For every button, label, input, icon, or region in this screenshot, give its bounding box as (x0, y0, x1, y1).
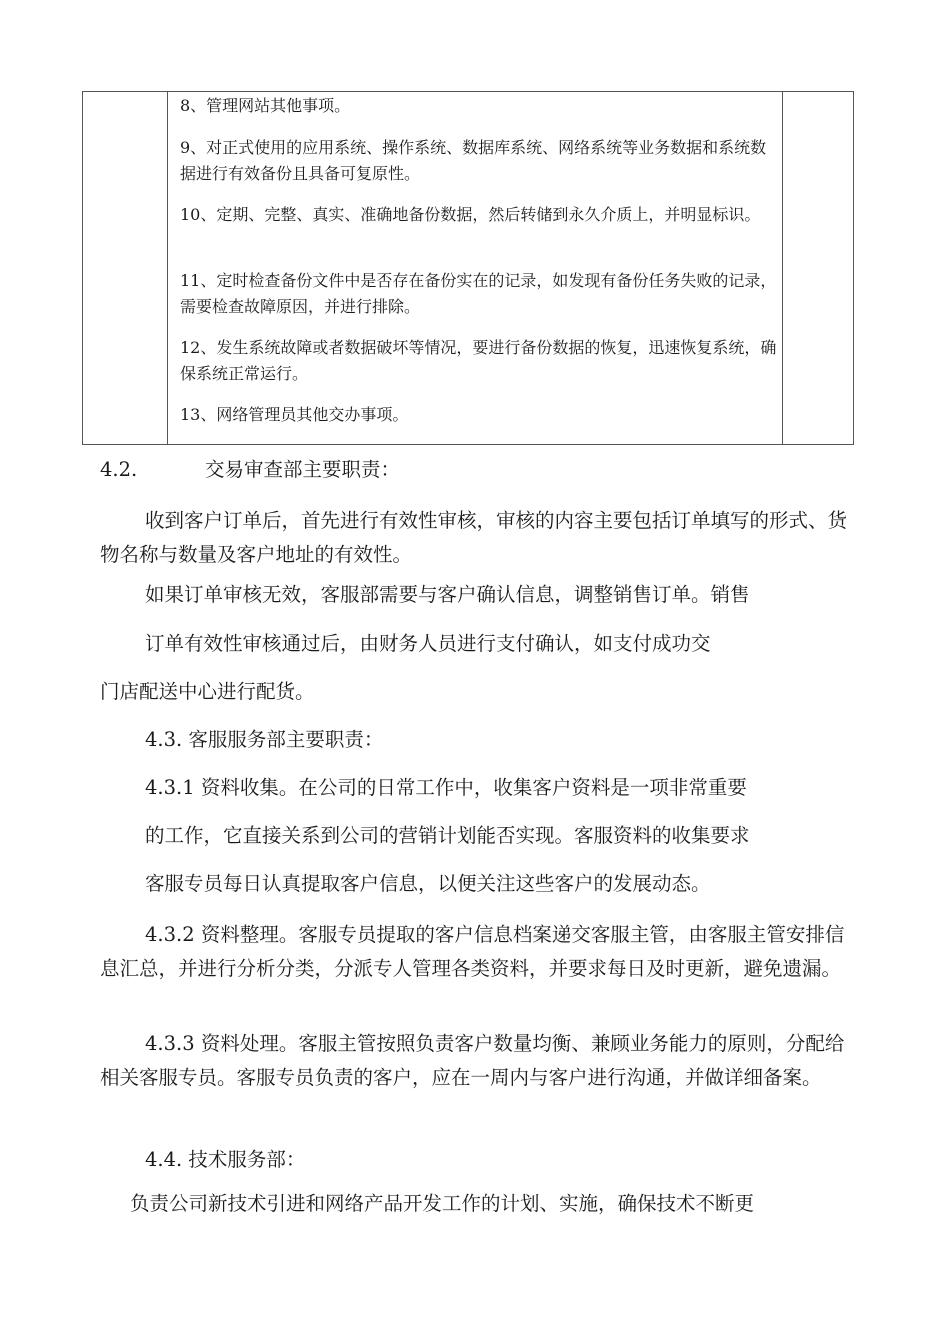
duty-item-12: 12、发生系统故障或者数据破坏等情况，要进行备份数据的恢复，迅速恢复系统，确保系统正常运行。 (180, 338, 777, 383)
paragraph-4-2-4: 门店配送中心进行配货。 (100, 680, 315, 703)
paragraph-4-3-3: 4.3.3 资料处理。客服主管按照负责客户数量均衡、兼顾业务能力的原则，分配给相关客服专员。客服专员负责的客户，应在一周内与客户进行沟通，并做详细备案。 (100, 1032, 845, 1089)
paragraph-4-2-3: 订单有效性审核通过后，由财务人员进行支付确认，如支付成功交 (145, 632, 711, 655)
table-column-divider (167, 92, 168, 444)
section-4-2-number: 4.2. (100, 458, 138, 481)
paragraph-4-2-1: 收到客户订单后，首先进行有效性审核，审核的内容主要包括订单填写的形式、货物名称与数量及客户地址的有效性。 (100, 509, 848, 566)
section-4-4-heading: 4.4. 技术服务部： (145, 1148, 306, 1171)
paragraph-4-3-1-line1: 4.3.1 资料收集。在公司的日常工作中，收集客户资料是一项非常重要 (145, 776, 747, 799)
section-4-2-title: 交易审查部主要职责： (205, 458, 401, 481)
duty-table (82, 91, 854, 445)
section-4-3-heading: 4.3. 客服服务部主要职责： (145, 728, 384, 751)
duty-item-9: 9、对正式使用的应用系统、操作系统、数据库系统、网络系统等业务数据和系统数据进行有效备份且具备可复原性。 (180, 138, 767, 183)
paragraph-4-3-1-line2: 的工作，它直接关系到公司的营销计划能否实现。客服资料的收集要求 (145, 824, 750, 847)
duty-item-10: 10、定期、完整、真实、准确地备份数据，然后转储到永久介质上，并明显标识。 (180, 205, 761, 224)
table-column-divider (782, 92, 783, 444)
duty-item-13: 13、网络管理员其他交办事项。 (180, 405, 409, 424)
paragraph-4-3-2: 4.3.2 资料整理。客服专员提取的客户信息档案递交客服主管，由客服主管安排信息汇总，并进行分析分类，分派专人管理各类资料，并要求每日及时更新，避免遗漏。 (100, 923, 845, 980)
duty-item-8: 8、管理网站其他事项。 (180, 96, 351, 115)
paragraph-4-4-1: 负责公司新技术引进和网络产品开发工作的计划、实施，确保技术不断更 (130, 1192, 755, 1215)
duty-item-11: 11、定时检查备份文件中是否存在备份实在的记录，如发现有备份任务失败的记录，需要检查故障原因，并进行排除。 (180, 271, 777, 316)
paragraph-4-3-1-line3: 客服专员每日认真提取客户信息，以便关注这些客户的发展动态。 (145, 872, 711, 895)
paragraph-4-2-2: 如果订单审核无效，客服部需要与客户确认信息，调整销售订单。销售 (145, 583, 750, 606)
